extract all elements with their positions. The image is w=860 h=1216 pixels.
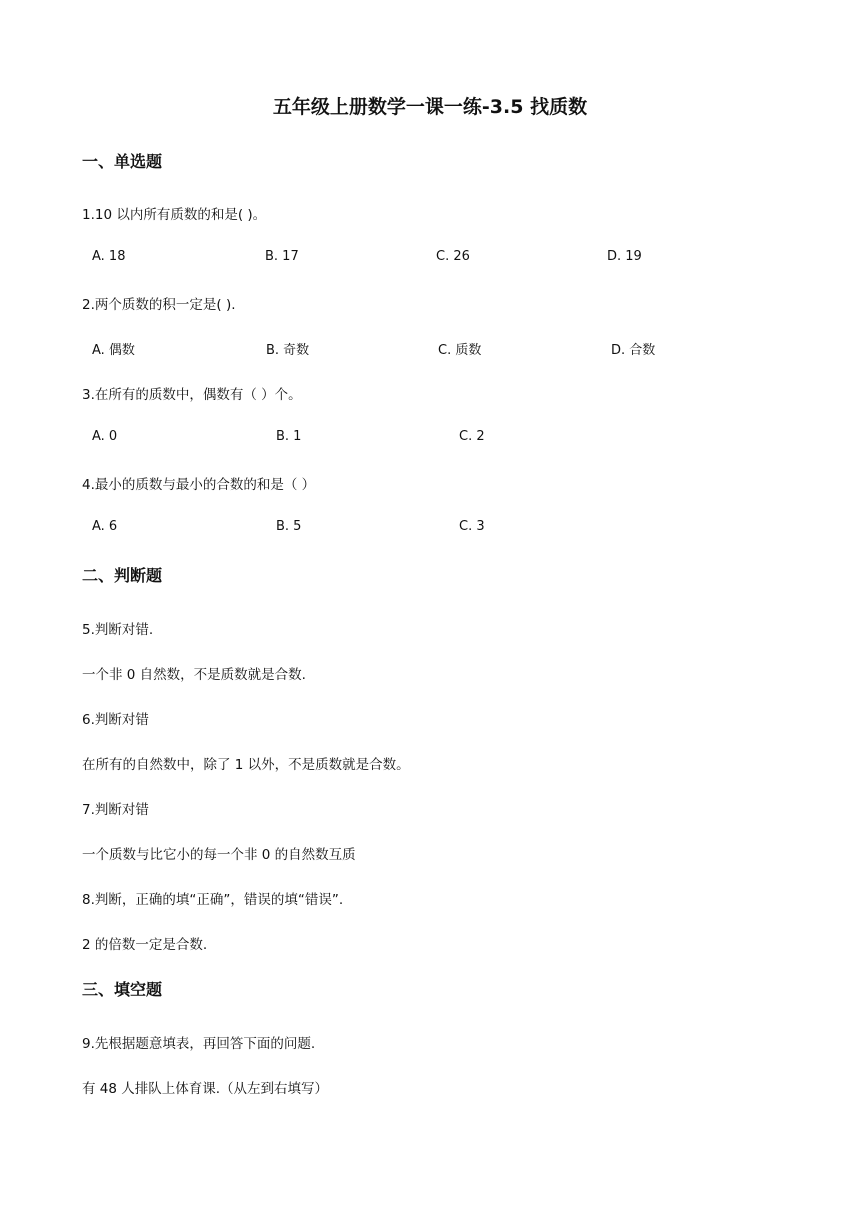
question-5: 5.判断对错. <box>82 622 154 638</box>
q1-option-c: C. 26 <box>436 249 470 264</box>
q2-option-c: C. 质数 <box>438 343 482 358</box>
question-9-statement: 有 48 人排队上体育课.（从左到右填写） <box>82 1081 329 1097</box>
section-heading-fill-blank: 三、填空题 <box>82 980 163 999</box>
question-7-statement: 一个质数与比它小的每一个非 0 的自然数互质 <box>82 847 356 863</box>
question-9: 9.先根据题意填表，再回答下面的问题. <box>82 1036 316 1052</box>
question-6: 6.判断对错 <box>82 712 149 728</box>
page-title: 五年级上册数学一课一练-3.5 找质数 <box>272 96 588 118</box>
q3-option-c: C. 2 <box>459 429 485 444</box>
question-5-statement: 一个非 0 自然数，不是质数就是合数. <box>82 667 306 683</box>
q3-option-b: B. 1 <box>276 429 302 444</box>
q1-option-b: B. 17 <box>265 249 299 264</box>
q4-option-a: A. 6 <box>92 519 118 534</box>
question-8-statement: 2 的倍数一定是合数. <box>82 937 208 953</box>
q4-option-b: B. 5 <box>276 519 302 534</box>
question-4: 4.最小的质数与最小的合数的和是（ ） <box>82 477 316 493</box>
question-7: 7.判断对错 <box>82 802 149 818</box>
question-2: 2.两个质数的积一定是( ). <box>82 297 236 313</box>
section-heading-single-choice: 一、单选题 <box>82 152 163 171</box>
question-3: 3.在所有的质数中，偶数有（ ）个。 <box>82 387 302 403</box>
q4-option-c: C. 3 <box>459 519 485 534</box>
question-8: 8.判断，正确的填“正确”，错误的填“错误”. <box>82 892 344 908</box>
q3-option-a: A. 0 <box>92 429 118 444</box>
q1-option-a: A. 18 <box>92 249 126 264</box>
q2-option-b: B. 奇数 <box>266 343 310 358</box>
q1-option-d: D. 19 <box>607 249 642 264</box>
question-1: 1.10 以内所有质数的和是( )。 <box>82 207 267 223</box>
q2-option-a: A. 偶数 <box>92 343 135 358</box>
question-6-statement: 在所有的自然数中，除了 1 以外，不是质数就是合数。 <box>82 757 410 773</box>
section-heading-true-false: 二、判断题 <box>82 566 163 585</box>
q2-option-d: D. 合数 <box>611 343 656 358</box>
